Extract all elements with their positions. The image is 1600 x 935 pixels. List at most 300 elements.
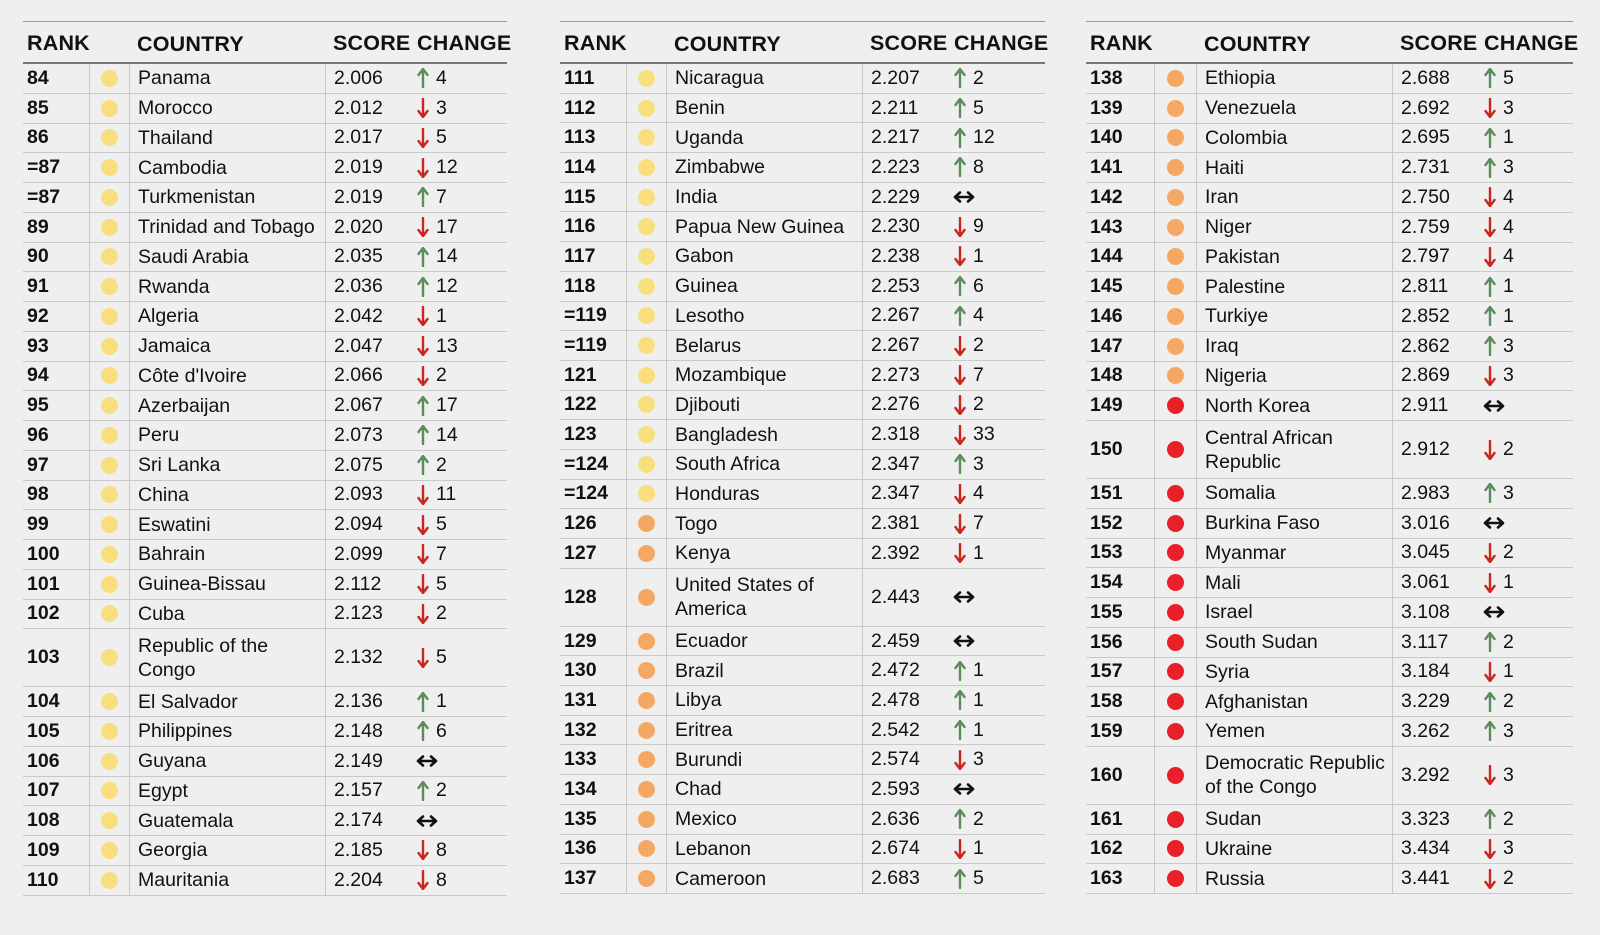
country-cell: Peru [129, 421, 325, 450]
tier-dot-icon [638, 515, 655, 532]
country-cell: Guyana [129, 747, 325, 776]
score-cell: 2.811 [1392, 272, 1480, 301]
country-cell: Ecuador [666, 627, 862, 656]
rank-cell: 101 [27, 572, 60, 595]
tier-dot-icon [101, 516, 118, 533]
change-cell [1480, 362, 1573, 391]
tier-dot-icon [101, 70, 118, 87]
change-value: 2 [436, 364, 447, 387]
change-cell [950, 391, 1045, 420]
rank-cell: 126 [564, 512, 597, 535]
tier-dot-icon [638, 396, 655, 413]
tier-dot-icon [1167, 870, 1184, 887]
arrow-down-icon [954, 750, 966, 770]
header-rank: RANK [1090, 31, 1153, 55]
rank-cell: 116 [564, 215, 596, 238]
change-cell [1480, 805, 1573, 834]
change-value: 33 [973, 423, 995, 446]
score-cell: 2.593 [862, 775, 950, 804]
score-cell: 2.229 [862, 183, 950, 212]
tier-dot-icon [101, 338, 118, 355]
country-cell: Morocco [129, 94, 325, 123]
rank-cell: 113 [564, 126, 596, 149]
country-cell: Guinea [666, 272, 862, 301]
tier-dot-icon [101, 872, 118, 889]
table-row [560, 775, 1045, 805]
country-cell: Turkiye [1196, 302, 1392, 331]
country-cell: Ukraine [1196, 835, 1392, 864]
score-cell: 2.211 [862, 94, 950, 123]
change-cell [950, 183, 1045, 212]
tier-cell [89, 391, 129, 420]
tier-cell [626, 391, 666, 420]
score-cell: 3.229 [1392, 687, 1480, 716]
change-cell [1480, 243, 1573, 272]
rank-cell: 141 [1090, 156, 1123, 179]
country-cell: Philippines [129, 717, 325, 746]
score-cell: 2.006 [325, 64, 413, 93]
score-cell: 3.441 [1392, 864, 1480, 893]
change-cell [950, 361, 1045, 390]
tier-dot-icon [1167, 604, 1184, 621]
arrow-up-icon [417, 187, 429, 207]
table-row [23, 153, 507, 183]
arrow-down-icon [954, 365, 966, 385]
change-value: 3 [1503, 334, 1514, 357]
table-row [1086, 479, 1573, 509]
tier-dot-icon [638, 840, 655, 857]
country-cell: Eswatini [129, 510, 325, 539]
arrow-down-icon [1484, 217, 1496, 237]
rank-cell: 123 [564, 423, 597, 446]
score-cell: 2.073 [325, 421, 413, 450]
tier-cell [626, 272, 666, 301]
tier-cell [89, 866, 129, 895]
change-cell [1480, 421, 1573, 478]
arrow-down-icon [1484, 543, 1496, 563]
score-cell: 3.045 [1392, 539, 1480, 568]
change-value: 9 [973, 215, 984, 238]
tier-dot-icon [101, 248, 118, 265]
tier-cell [89, 183, 129, 212]
arrow-up-icon [1484, 336, 1496, 356]
country-cell: United States of America [666, 569, 862, 626]
arrow-down-icon [417, 515, 429, 535]
score-cell: 2.347 [862, 450, 950, 479]
change-value: 1 [1503, 126, 1514, 149]
table-row [23, 866, 507, 896]
change-value: 7 [436, 185, 447, 208]
rank-cell: 130 [564, 659, 597, 682]
score-cell: 2.688 [1392, 64, 1480, 93]
change-cell [413, 362, 507, 391]
tier-cell [626, 480, 666, 509]
table-row [23, 629, 507, 687]
score-cell: 2.318 [862, 420, 950, 449]
arrow-up-icon [1484, 721, 1496, 741]
tier-cell [89, 687, 129, 716]
rank-cell: =119 [564, 334, 607, 357]
arrow-up-icon [417, 425, 429, 445]
score-cell: 2.862 [1392, 332, 1480, 361]
rank-cell: 146 [1090, 304, 1123, 327]
score-cell: 2.047 [325, 332, 413, 361]
tier-cell [626, 716, 666, 745]
score-cell: 3.292 [1392, 747, 1480, 804]
rank-cell: 91 [27, 275, 49, 298]
rank-cell: 109 [27, 838, 60, 861]
table-row [23, 836, 507, 866]
arrow-down-icon [954, 425, 966, 445]
rank-cell: 111 [564, 66, 595, 89]
tier-dot-icon [101, 693, 118, 710]
arrow-down-icon [417, 485, 429, 505]
rank-cell: 160 [1090, 763, 1123, 786]
country-cell: Cameroon [666, 864, 862, 893]
change-cell [1480, 628, 1573, 657]
tier-cell [89, 836, 129, 865]
score-cell: 2.123 [325, 600, 413, 629]
table-row [560, 242, 1045, 272]
rank-cell: 140 [1090, 126, 1123, 149]
table-row [1086, 747, 1573, 805]
change-cell [950, 775, 1045, 804]
rank-cell: 102 [27, 602, 60, 625]
table-row [1086, 213, 1573, 243]
change-value: 11 [436, 483, 457, 506]
tier-cell [1154, 805, 1196, 834]
table-row [23, 362, 507, 392]
tier-dot-icon [638, 426, 655, 443]
tier-dot-icon [1167, 219, 1184, 236]
tier-dot-icon [638, 781, 655, 798]
arrow-down-icon [417, 366, 429, 386]
table-row [1086, 183, 1573, 213]
tier-cell [626, 805, 666, 834]
score-cell: 2.267 [862, 302, 950, 331]
tier-dot-icon [1167, 515, 1184, 532]
table-row [560, 656, 1045, 686]
header-rank: RANK [27, 31, 90, 55]
tier-dot-icon [638, 633, 655, 650]
tier-cell [89, 332, 129, 361]
table-header [23, 21, 512, 64]
score-cell: 2.852 [1392, 302, 1480, 331]
change-value: 12 [973, 126, 995, 149]
table-row [1086, 391, 1573, 421]
rank-cell: 89 [27, 215, 49, 238]
tier-dot-icon [638, 278, 655, 295]
table-row [23, 777, 507, 807]
change-cell [1480, 272, 1573, 301]
score-cell: 2.136 [325, 687, 413, 716]
score-cell: 2.204 [325, 866, 413, 895]
change-value: 2 [436, 453, 447, 476]
table-row [560, 745, 1045, 775]
tier-cell [626, 627, 666, 656]
score-cell: 2.472 [862, 656, 950, 685]
table-row [1086, 835, 1573, 865]
arrow-down-icon [1484, 662, 1496, 682]
tier-dot-icon [101, 159, 118, 176]
table-row [1086, 658, 1573, 688]
country-cell: Burkina Faso [1196, 509, 1392, 538]
table-row [23, 391, 507, 421]
table-row [1086, 332, 1573, 362]
change-value: 5 [973, 96, 984, 119]
table-row [23, 600, 507, 630]
tier-cell [89, 510, 129, 539]
tier-cell [89, 717, 129, 746]
country-cell: Syria [1196, 658, 1392, 687]
change-value: 1 [1503, 660, 1514, 683]
change-cell [950, 864, 1045, 893]
change-value: 3 [973, 748, 984, 771]
rank-cell: 129 [564, 629, 597, 652]
change-value: 7 [973, 512, 984, 535]
table-row [560, 94, 1045, 124]
tier-dot-icon [101, 367, 118, 384]
arrow-down-icon [954, 395, 966, 415]
arrow-up-icon [417, 68, 429, 88]
tier-dot-icon [1167, 308, 1184, 325]
change-value: 4 [436, 66, 447, 89]
change-cell [950, 835, 1045, 864]
arrow-down-icon [954, 336, 966, 356]
table-row [1086, 302, 1573, 332]
table-row [560, 864, 1045, 894]
country-cell: Lebanon [666, 835, 862, 864]
arrow-left-right-icon [953, 783, 975, 795]
tier-cell [1154, 332, 1196, 361]
arrow-up-icon [954, 306, 966, 326]
tier-dot-icon [638, 811, 655, 828]
table-row [23, 806, 507, 836]
country-cell: Libya [666, 686, 862, 715]
tier-cell [1154, 64, 1196, 93]
tier-dot-icon [1167, 574, 1184, 591]
arrow-down-icon [1484, 247, 1496, 267]
change-value: 3 [1503, 719, 1514, 742]
change-cell [413, 183, 507, 212]
tier-cell [1154, 717, 1196, 746]
arrow-down-icon [417, 648, 429, 668]
tier-cell [1154, 362, 1196, 391]
country-cell: Zimbabwe [666, 153, 862, 182]
table-row [1086, 864, 1573, 894]
table-row [560, 420, 1045, 450]
table-row [23, 510, 507, 540]
change-cell [1480, 302, 1573, 331]
arrow-down-icon [417, 870, 429, 890]
table-row [1086, 805, 1573, 835]
change-value: 1 [436, 690, 447, 713]
table-row [23, 213, 507, 243]
arrow-down-icon [1484, 869, 1496, 889]
rank-cell: 132 [564, 718, 597, 741]
change-cell [413, 94, 507, 123]
tier-cell [626, 420, 666, 449]
arrow-up-icon [954, 809, 966, 829]
table-row [23, 94, 507, 124]
score-cell: 2.759 [1392, 213, 1480, 242]
change-value: 2 [1503, 630, 1514, 653]
arrow-up-icon [954, 690, 966, 710]
tier-dot-icon [101, 308, 118, 325]
table-row [560, 627, 1045, 657]
change-cell [413, 747, 507, 776]
tier-cell [626, 331, 666, 360]
tier-dot-icon [638, 870, 655, 887]
table-row [1086, 421, 1573, 479]
change-value: 1 [973, 688, 984, 711]
change-cell [1480, 64, 1573, 93]
country-cell: Iraq [1196, 332, 1392, 361]
change-cell [413, 687, 507, 716]
rank-cell: 133 [564, 748, 597, 771]
table-row [1086, 539, 1573, 569]
tier-dot-icon [101, 753, 118, 770]
country-cell: Trinidad and Tobago [129, 213, 325, 242]
tier-dot-icon [101, 129, 118, 146]
score-cell: 2.869 [1392, 362, 1480, 391]
rank-cell: 144 [1090, 245, 1123, 268]
arrow-down-icon [1484, 765, 1496, 785]
table-row [560, 331, 1045, 361]
tier-dot-icon [638, 485, 655, 502]
tier-dot-icon [638, 159, 655, 176]
country-cell: Azerbaijan [129, 391, 325, 420]
rank-cell: 135 [564, 807, 597, 830]
tier-dot-icon [101, 842, 118, 859]
tier-cell [1154, 598, 1196, 627]
arrow-down-icon [1484, 98, 1496, 118]
country-cell: Gabon [666, 242, 862, 271]
change-value: 13 [436, 334, 458, 357]
tier-dot-icon [101, 219, 118, 236]
tier-dot-icon [638, 100, 655, 117]
tier-cell [89, 302, 129, 331]
table-row [560, 302, 1045, 332]
change-value: 5 [436, 646, 447, 669]
arrow-down-icon [954, 839, 966, 859]
tier-dot-icon [1167, 100, 1184, 117]
arrow-left-right-icon [1483, 606, 1505, 618]
tier-cell [1154, 479, 1196, 508]
score-cell: 2.094 [325, 510, 413, 539]
score-cell: 2.093 [325, 481, 413, 510]
change-cell [950, 745, 1045, 774]
tier-cell [1154, 509, 1196, 538]
change-value: 5 [436, 513, 447, 536]
tier-dot-icon [1167, 811, 1184, 828]
change-value: 1 [973, 718, 984, 741]
rank-cell: 127 [564, 541, 597, 564]
change-value: 2 [973, 807, 984, 830]
table-row [23, 451, 507, 481]
change-value: 3 [1503, 763, 1514, 786]
rank-cell: 158 [1090, 690, 1123, 713]
rank-cell: 153 [1090, 541, 1123, 564]
tier-dot-icon [101, 397, 118, 414]
score-cell: 2.443 [862, 569, 950, 626]
rank-cell: 112 [564, 96, 596, 119]
change-value: 5 [436, 572, 447, 595]
arrow-up-icon [1484, 68, 1496, 88]
table-row [23, 302, 507, 332]
arrow-up-icon [1484, 483, 1496, 503]
score-cell: 2.230 [862, 212, 950, 241]
score-cell: 2.036 [325, 272, 413, 301]
arrow-up-icon [1484, 128, 1496, 148]
country-cell: Djibouti [666, 391, 862, 420]
change-value: 2 [973, 66, 984, 89]
arrow-up-icon [1484, 158, 1496, 178]
country-cell: Togo [666, 509, 862, 538]
country-cell: Mexico [666, 805, 862, 834]
rank-cell: 114 [564, 155, 596, 178]
change-cell [950, 272, 1045, 301]
table-row [560, 835, 1045, 865]
rank-cell: 99 [27, 513, 49, 536]
change-cell [413, 153, 507, 182]
table-row [23, 183, 507, 213]
rank-cell: 150 [1090, 438, 1123, 460]
score-cell: 3.117 [1392, 628, 1480, 657]
tier-cell [626, 183, 666, 212]
table-row [23, 124, 507, 154]
tier-cell [89, 421, 129, 450]
change-cell [950, 805, 1045, 834]
tier-dot-icon [1167, 663, 1184, 680]
score-cell: 2.267 [862, 331, 950, 360]
score-cell: 2.067 [325, 391, 413, 420]
score-cell: 2.185 [325, 836, 413, 865]
tier-cell [626, 212, 666, 241]
tier-dot-icon [1167, 397, 1184, 414]
change-cell [413, 332, 507, 361]
arrow-up-icon [954, 454, 966, 474]
arrow-up-icon [954, 661, 966, 681]
change-cell [413, 302, 507, 331]
change-cell [413, 451, 507, 480]
country-cell: Bahrain [129, 540, 325, 569]
arrow-down-icon [417, 336, 429, 356]
rank-cell: 128 [564, 585, 597, 608]
rank-cell: 104 [27, 690, 60, 713]
tier-dot-icon [101, 576, 118, 593]
tier-cell [89, 777, 129, 806]
tier-dot-icon [1167, 278, 1184, 295]
change-cell [1480, 479, 1573, 508]
change-value: 3 [1503, 156, 1514, 179]
rank-cell: 92 [27, 304, 49, 327]
rank-cell: 154 [1090, 571, 1123, 594]
country-cell: Nigeria [1196, 362, 1392, 391]
tier-dot-icon [638, 218, 655, 235]
table-row [23, 687, 507, 717]
change-value: 1 [973, 837, 984, 860]
header-country: COUNTRY [674, 32, 781, 56]
arrow-down-icon [417, 604, 429, 624]
change-value: 3 [1503, 837, 1514, 860]
change-value: 8 [436, 868, 447, 891]
country-cell: Guinea-Bissau [129, 570, 325, 599]
table-row [1086, 243, 1573, 273]
country-cell: Colombia [1196, 124, 1392, 153]
country-cell: Palestine [1196, 272, 1392, 301]
country-cell: Cambodia [129, 153, 325, 182]
